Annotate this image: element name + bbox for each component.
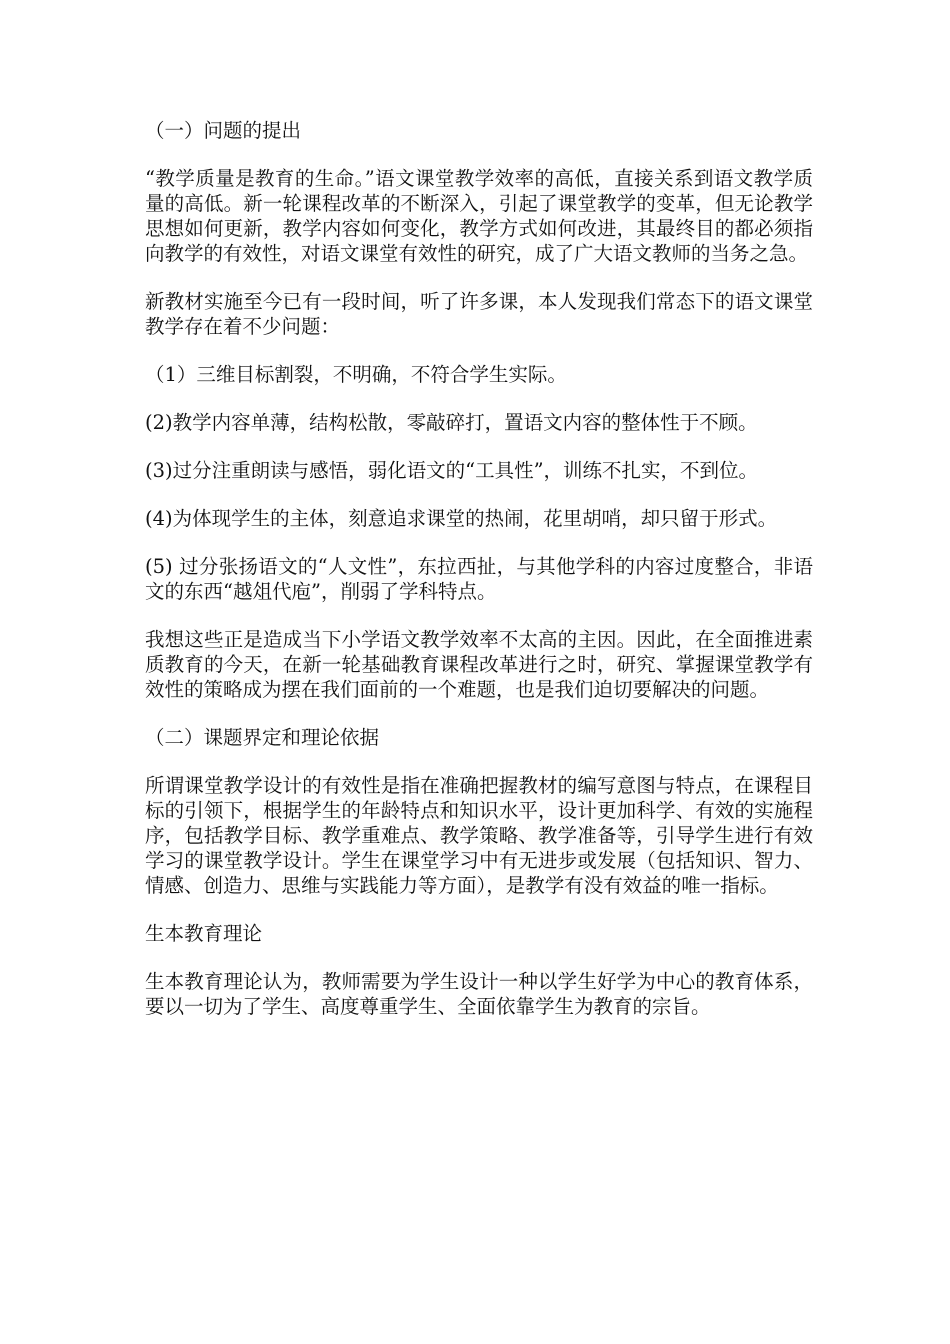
paragraph-observation: 新教材实施至今已有一段时间，听了许多课，本人发现我们常态下的语文课堂教学存在着不少问题： [145, 290, 813, 338]
section-heading-definition: （二）课题界定和理论依据 [145, 726, 380, 749]
paragraph-theory: 生本教育理论认为，教师需要为学生设计一种以学生好学为中心的教育体系，要以一切为了学生、高度尊重学生、全面依靠学生为教育的宗旨。 [145, 970, 813, 1018]
subheading-theory: 生本教育理论 [145, 922, 263, 945]
problem-item-5: (5) 过分张扬语文的“人文性”，东拉西扯，与其他学科的内容过度整合，非语文的东西“越俎代庖”，削弱了学科特点。 [145, 555, 813, 603]
problem-item-2: (2)教学内容单薄，结构松散，零敲碎打，置语文内容的整体性于不顾。 [145, 411, 758, 434]
paragraph-definition: 所谓课堂教学设计的有效性是指在准确把握教材的编写意图与特点，在课程目标的引领下，根据学生的年龄特点和知识水平，设计更加科学、有效的实施程序，包括教学目标、教学重难点、教学策略、教学准备等，引导学生进行有效学习的课堂教学设计。学生在课堂学习中有无进步或发展（包括知识、智力、情感、创造力、思维与实践能力等方面），是教学有没有效益的唯一指标。 [145, 774, 813, 897]
section-heading-problem: （一）问题的提出 [145, 119, 302, 142]
paragraph-intro: “教学质量是教育的生命。”语文课堂教学效率的高低，直接关系到语文教学质量的高低。新一轮课程改革的不断深入，引起了课堂教学的变革，但无论教学思想如何更新，教学内容如何变化，教学方式如何改进，其最终目的都必须指向教学的有效性，对语文课堂有效性的研究，成了广大语文教师的当务之急。 [145, 167, 813, 265]
problem-item-3: (3)过分注重朗读与感悟，弱化语文的“工具性”，训练不扎实，不到位。 [145, 459, 759, 482]
problem-item-1: （1）三维目标割裂，不明确，不符合学生实际。 [145, 363, 567, 386]
problem-item-4: (4)为体现学生的主体，刻意追求课堂的热闹，花里胡哨，却只留于形式。 [145, 507, 778, 530]
paragraph-conclusion: 我想这些正是造成当下小学语文教学效率不太高的主因。因此，在全面推进素质教育的今天，在新一轮基础教育课程改革进行之时，研究、掌握课堂教学有效性的策略成为摆在我们面前的一个难题，也是我们迫切要解决的问题。 [145, 628, 813, 701]
document-page [145, 118, 813, 1042]
